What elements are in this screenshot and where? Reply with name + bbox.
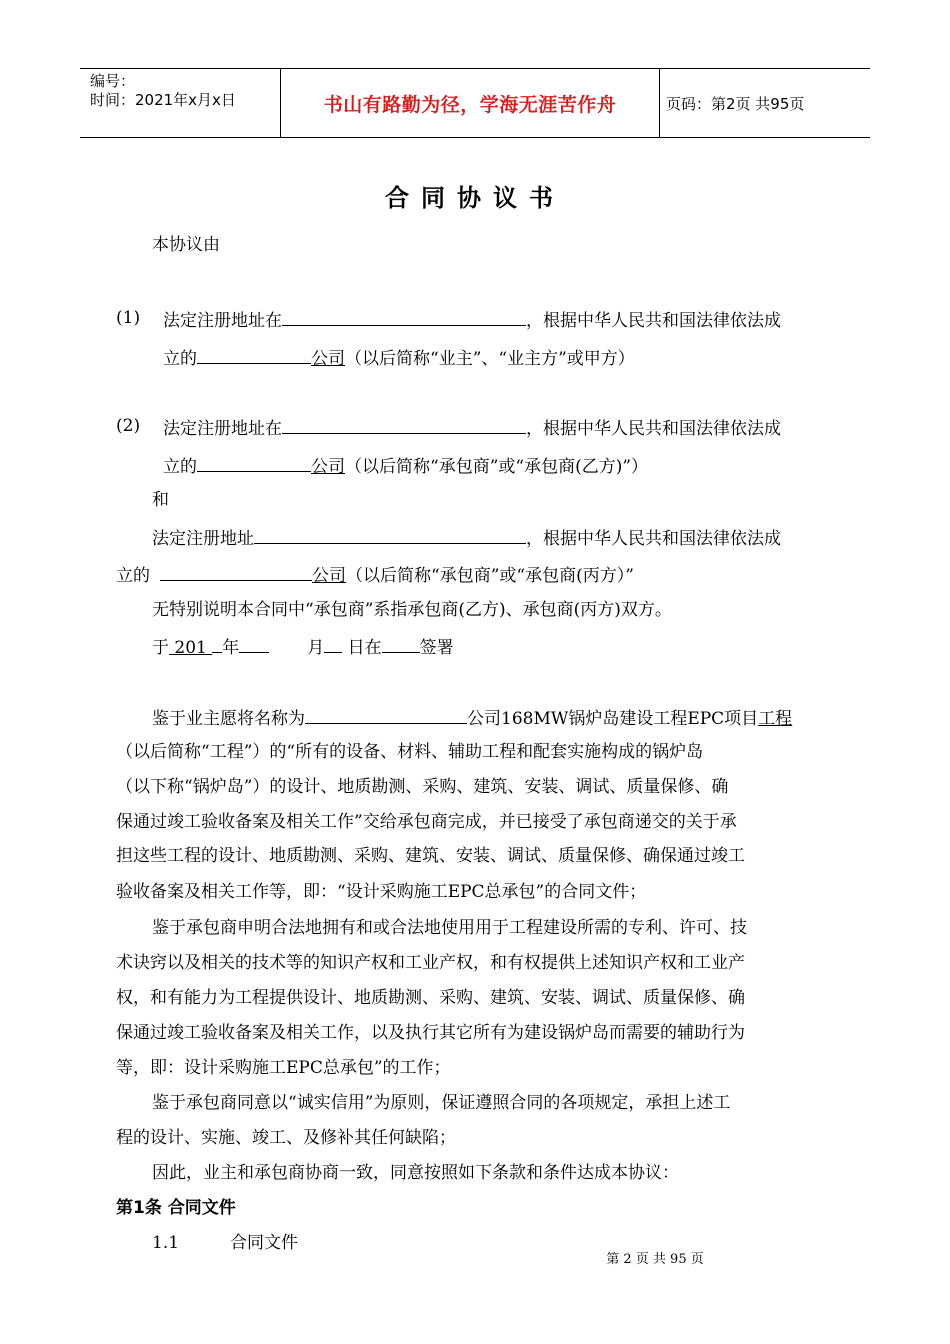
page-footer: 第 2 页 共 95 页 — [606, 1252, 704, 1267]
motto: 书山有路勤为径，学海无涯苦作舟 — [323, 93, 617, 116]
party1-line2: 立的 公司（以后简称“业主”、“业主方”或甲方） — [163, 345, 635, 370]
party2-line1: 法定注册地址在 ，根据中华人民共和国法律依法成 — [163, 415, 781, 440]
blank-field — [282, 415, 526, 434]
clause-1-1-number: 1.1 — [152, 1233, 180, 1253]
clause-1-1-text: 合同文件 — [230, 1233, 298, 1253]
party1-number: (1) — [116, 308, 141, 328]
p2-line1: 鉴于承包商申明合法地拥有和或合法地使用用于工程建设所需的专利、许可、技 — [152, 918, 747, 938]
note-text: 无特别说明本合同中“承包商”系指承包商(乙方)、承包商(丙方)双方。 — [152, 600, 672, 620]
p1-line2: （以后简称“工程”）的“所有的设备、材料、辅助工程和配套实施构成的锅炉岛 — [116, 742, 704, 762]
signing-line: 于 201 年 月 日在 签署 — [152, 634, 454, 659]
document-title: 合同协议书 — [385, 184, 565, 212]
p2-line2: 术诀窍以及相关的技术等的知识产权和工业产权，和有权提供上述知识产权和工业产 — [116, 953, 745, 973]
blank-field — [382, 634, 420, 653]
party3-line1: 法定注册地址 ，根据中华人民共和国法律依法成 — [152, 525, 781, 550]
time-label: 时间：2021年x月x日 — [90, 91, 236, 109]
intro-text: 本协议由 — [152, 235, 220, 255]
p3-line2: 程的设计、实施、竣工、及修补其任何缺陷； — [116, 1128, 456, 1148]
blank-field — [197, 345, 311, 364]
blank-field — [254, 525, 526, 544]
party1-line1: 法定注册地址在 ，根据中华人民共和国法律依法成 — [163, 307, 781, 332]
p1-line5: 担这些工程的设计、地质勘测、采购、建筑、安装、调试、质量保修、确保通过竣工 — [116, 846, 745, 866]
party2-line2: 立的 公司（以后简称“承包商”或“承包商(乙方)”） — [163, 453, 648, 478]
p1-line3: （以下称“锅炉岛”）的设计、地质勘测、采购、建筑、安装、调试、质量保修、确 — [116, 777, 729, 797]
p1-line6: 验收备案及相关工作等，即：“设计采购施工EPC总承包”的合同文件； — [116, 882, 647, 902]
header-page-cell — [660, 69, 870, 137]
blank-field — [239, 634, 269, 653]
party2-number: (2) — [116, 416, 141, 436]
page-info: 页码：第2页 共95页 — [666, 94, 805, 113]
header-meta-cell — [80, 69, 281, 137]
number-label: 编号： — [90, 72, 136, 90]
p2-line5: 等，即：设计采购施工EPC总承包”的工作； — [116, 1058, 451, 1078]
p2-line4: 保通过竣工验收备案及相关工作，以及执行其它所有为建设锅炉岛而需要的辅助行为 — [116, 1023, 745, 1043]
p4-text: 因此，业主和承包商协商一致，同意按照如下条款和条件达成本协议： — [152, 1163, 679, 1183]
header-motto-cell — [281, 69, 660, 137]
blank-field — [197, 453, 311, 472]
blank-field — [324, 634, 342, 653]
blank-field — [282, 307, 526, 326]
blank-field — [160, 562, 312, 581]
blank-field — [305, 705, 467, 724]
p3-line1: 鉴于承包商同意以“诚实信用”为原则，保证遵照合同的各项规定，承担上述工 — [152, 1093, 731, 1113]
article-1-heading: 第1条 合同文件 — [116, 1198, 236, 1218]
p1-line4: 保通过竣工验收备案及相关工作”交给承包商完成，并已接受了承包商递交的关于承 — [116, 812, 737, 832]
party3-line2: 立的 公司（以后简称“承包商”或“承包商(丙方）” — [116, 562, 634, 587]
page-header — [80, 68, 870, 138]
and-text: 和 — [152, 490, 169, 510]
p2-line3: 权，和有能力为工程提供设计、地质勘测、采购、建筑、安装、调试、质量保修、确 — [116, 988, 745, 1008]
p1-line1: 鉴于业主愿将名称为 公司168MW锅炉岛建设工程EPC项目工程 — [152, 705, 792, 730]
